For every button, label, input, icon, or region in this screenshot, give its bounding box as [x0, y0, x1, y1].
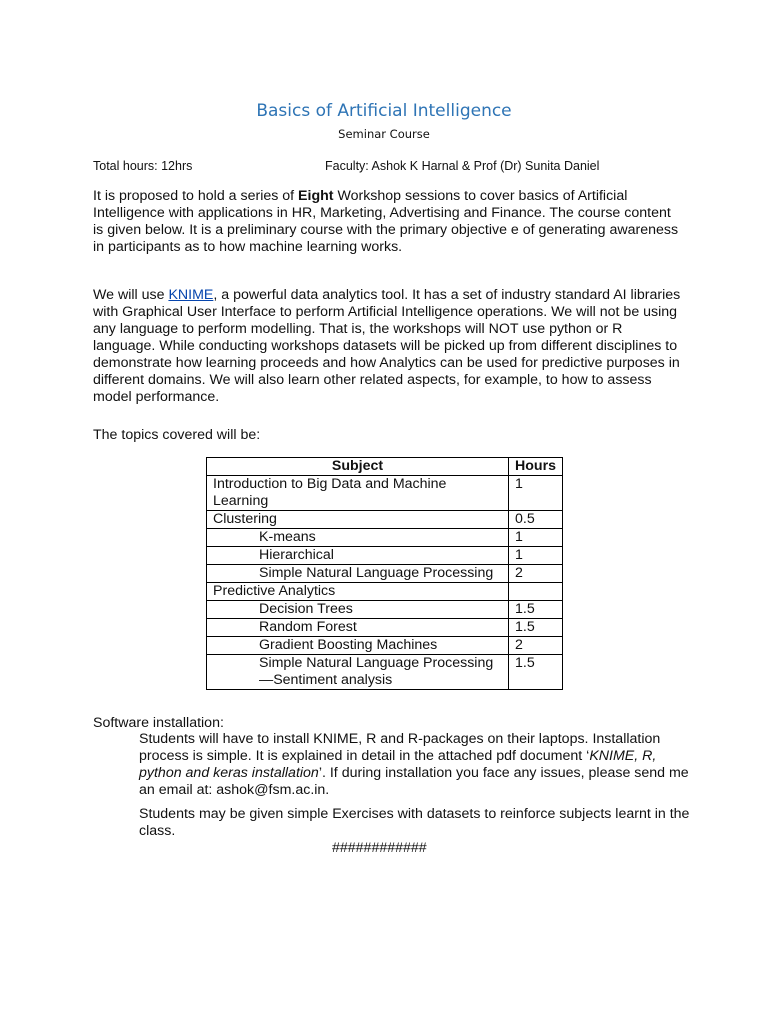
knime-link[interactable]: KNIME — [168, 287, 214, 303]
table-row — [207, 547, 563, 565]
topics-intro: The topics covered will be: — [93, 427, 261, 443]
table-row — [207, 601, 563, 619]
header-hours: Hours — [509, 458, 563, 476]
subject-cell: Predictive Analytics — [207, 583, 509, 601]
hours-cell: 0.5 — [509, 511, 563, 529]
table-row — [207, 637, 563, 655]
total-hours: Total hours: 12hrs — [93, 159, 193, 173]
hours-cell: 2 — [509, 637, 563, 655]
hours-cell: 2 — [509, 565, 563, 583]
hours-cell: 1.5 — [509, 655, 563, 690]
software-text-end: ’. If during installation you face any issues, please send me an email at: ashok@fsm.ac.in. — [139, 765, 689, 798]
document-subtitle: Seminar Course — [338, 127, 430, 141]
table-header-row — [207, 458, 563, 476]
table-row — [207, 565, 563, 583]
subject-cell: Random Forest — [207, 619, 509, 637]
subject-cell: Simple Natural Language Processing — [207, 565, 509, 583]
exercises-paragraph: Students may be given simple Exercises with datasets to reinforce subjects learnt in the class. — [139, 806, 690, 839]
subject-cell: K-means — [207, 529, 509, 547]
software-text-start: Students will have to install KNIME, R and R-packages on their laptops. Installation process is simple. It is explained in detail in the attached pdf document ‘ — [139, 731, 661, 764]
subject-cell: Simple Natural Language Processing—Sentiment analysis — [207, 655, 509, 690]
intro-text-end: Workshop sessions to cover basics of Artificial Intelligence with applications in HR, Marketing, Advertising and Finance. The course content is given below. It is a preliminary course with the primary objective e of generating awareness in participants as to how machine learning works. — [93, 188, 679, 255]
course-meta — [93, 159, 600, 173]
hours-cell: 1 — [509, 529, 563, 547]
subject-cell: Gradient Boosting Machines — [207, 637, 509, 655]
subject-cell: Introduction to Big Data and Machine Learning — [207, 476, 509, 511]
intro-bold: Eight — [298, 188, 334, 204]
header-subject: Subject — [207, 458, 509, 476]
table-row — [207, 476, 563, 511]
software-paragraph — [139, 731, 699, 799]
table-row — [207, 655, 563, 690]
subject-cell: Hierarchical — [207, 547, 509, 565]
hours-cell: 1.5 — [509, 601, 563, 619]
topics-table — [206, 457, 563, 690]
hours-cell — [509, 583, 563, 601]
end-marker: ############ — [332, 840, 427, 856]
software-doc-title: KNIME, R, python and keras installation — [139, 748, 657, 781]
tools-paragraph — [93, 287, 683, 406]
subject-cell: Decision Trees — [207, 601, 509, 619]
tools-text-start: We will use — [93, 287, 169, 303]
table-row — [207, 583, 563, 601]
table-row — [207, 619, 563, 637]
hours-cell: 1 — [509, 547, 563, 565]
hours-cell: 1.5 — [509, 619, 563, 637]
software-heading: Software installation: — [93, 715, 224, 731]
document-title: Basics of Artificial Intelligence — [256, 101, 512, 121]
tools-text-end: , a powerful data analytics tool. It has a set of industry standard AI libraries with Graphical User Interface to perform Artificial Intelligence operations. We will not be using any language to perform modelling. That is, the workshops will NOT use python or R language. While conducting workshops datasets will be picked up from different disciplines to demonstrate how learning proceeds and how Analytics can be used for predictive purposes in different domains. We will also learn other related aspects, for example, to how to assess model performance. — [93, 287, 681, 405]
table-row — [207, 529, 563, 547]
faculty: Faculty: Ashok K Harnal & Prof (Dr) Sunita Daniel — [325, 159, 600, 173]
table-row — [207, 511, 563, 529]
intro-paragraph — [93, 188, 683, 256]
hours-cell: 1 — [509, 476, 563, 511]
intro-text-start: It is proposed to hold a series of — [93, 188, 299, 204]
subject-cell: Clustering — [207, 511, 509, 529]
